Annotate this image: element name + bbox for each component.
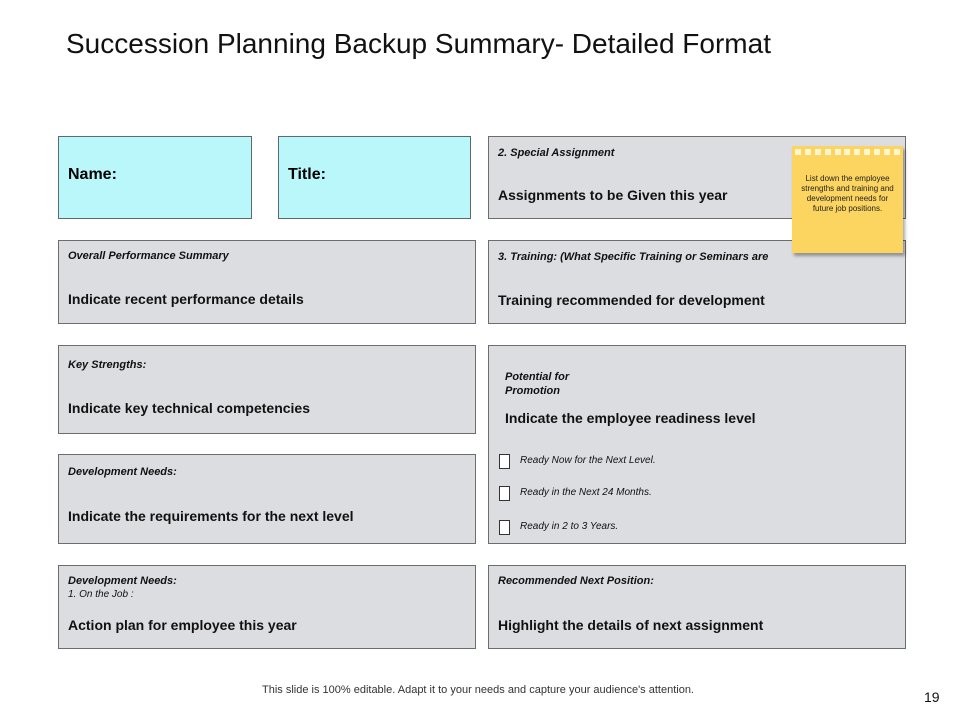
strengths-heading: Key Strengths:: [68, 359, 147, 371]
title-box[interactable]: [278, 136, 471, 219]
special-assignment-heading: 2. Special Assignment: [498, 147, 615, 159]
development-needs-heading: Development Needs:: [68, 466, 177, 478]
next-position-text: Highlight the details of next assignment: [498, 617, 764, 633]
readiness-option-label: Ready Now for the Next Level.: [520, 455, 656, 466]
note-binding: [795, 149, 900, 155]
special-assignment-text: Assignments to be Given this year: [498, 187, 728, 203]
development-needs-text: Indicate the requirements for the next level: [68, 508, 354, 524]
page-number: 19: [924, 689, 940, 705]
name-label: Name:: [68, 166, 117, 183]
checkbox[interactable]: [499, 520, 510, 535]
footer-note: [0, 684, 960, 696]
footer-text: This slide is 100% editable. Adapt it to your needs and capture your audience's attention.: [262, 684, 694, 696]
next-position-heading: Recommended Next Position:: [498, 575, 654, 587]
title-label: Title:: [288, 166, 326, 183]
readiness-option-label: Ready in the Next 24 Months.: [520, 487, 652, 498]
promotion-heading-line1: Potential for: [505, 371, 570, 383]
performance-text: Indicate recent performance details: [68, 291, 304, 307]
performance-heading: Overall Performance Summary: [68, 250, 229, 262]
strengths-text: Indicate key technical competencies: [68, 400, 310, 416]
page-title: Succession Planning Backup Summary- Detailed Format: [66, 28, 771, 59]
development-on-job-subheading: 1. On the Job :: [68, 589, 134, 600]
strengths-box[interactable]: [58, 345, 476, 434]
training-text: Training recommended for development: [498, 292, 765, 308]
readiness-option-label: Ready in 2 to 3 Years.: [520, 521, 619, 532]
sticky-note: [792, 146, 903, 253]
next-position-box[interactable]: [488, 565, 906, 649]
development-on-job-text: Action plan for employee this year: [68, 617, 297, 633]
development-needs-box[interactable]: [58, 454, 476, 544]
promotion-heading-line2: Promotion: [505, 385, 560, 397]
training-heading: 3. Training: (What Specific Training or Seminars are: [498, 251, 769, 263]
name-box[interactable]: [58, 136, 252, 219]
development-on-job-heading: Development Needs:: [68, 575, 177, 587]
performance-box[interactable]: [58, 240, 476, 324]
development-on-job-box[interactable]: [58, 565, 476, 649]
checkbox[interactable]: [499, 454, 510, 469]
promotion-text: Indicate the employee readiness level: [505, 410, 756, 426]
promotion-box[interactable]: [488, 345, 906, 544]
checkbox[interactable]: [499, 486, 510, 501]
sticky-note-text: List down the employee strengths and training and development needs for future job positions.: [801, 174, 894, 213]
